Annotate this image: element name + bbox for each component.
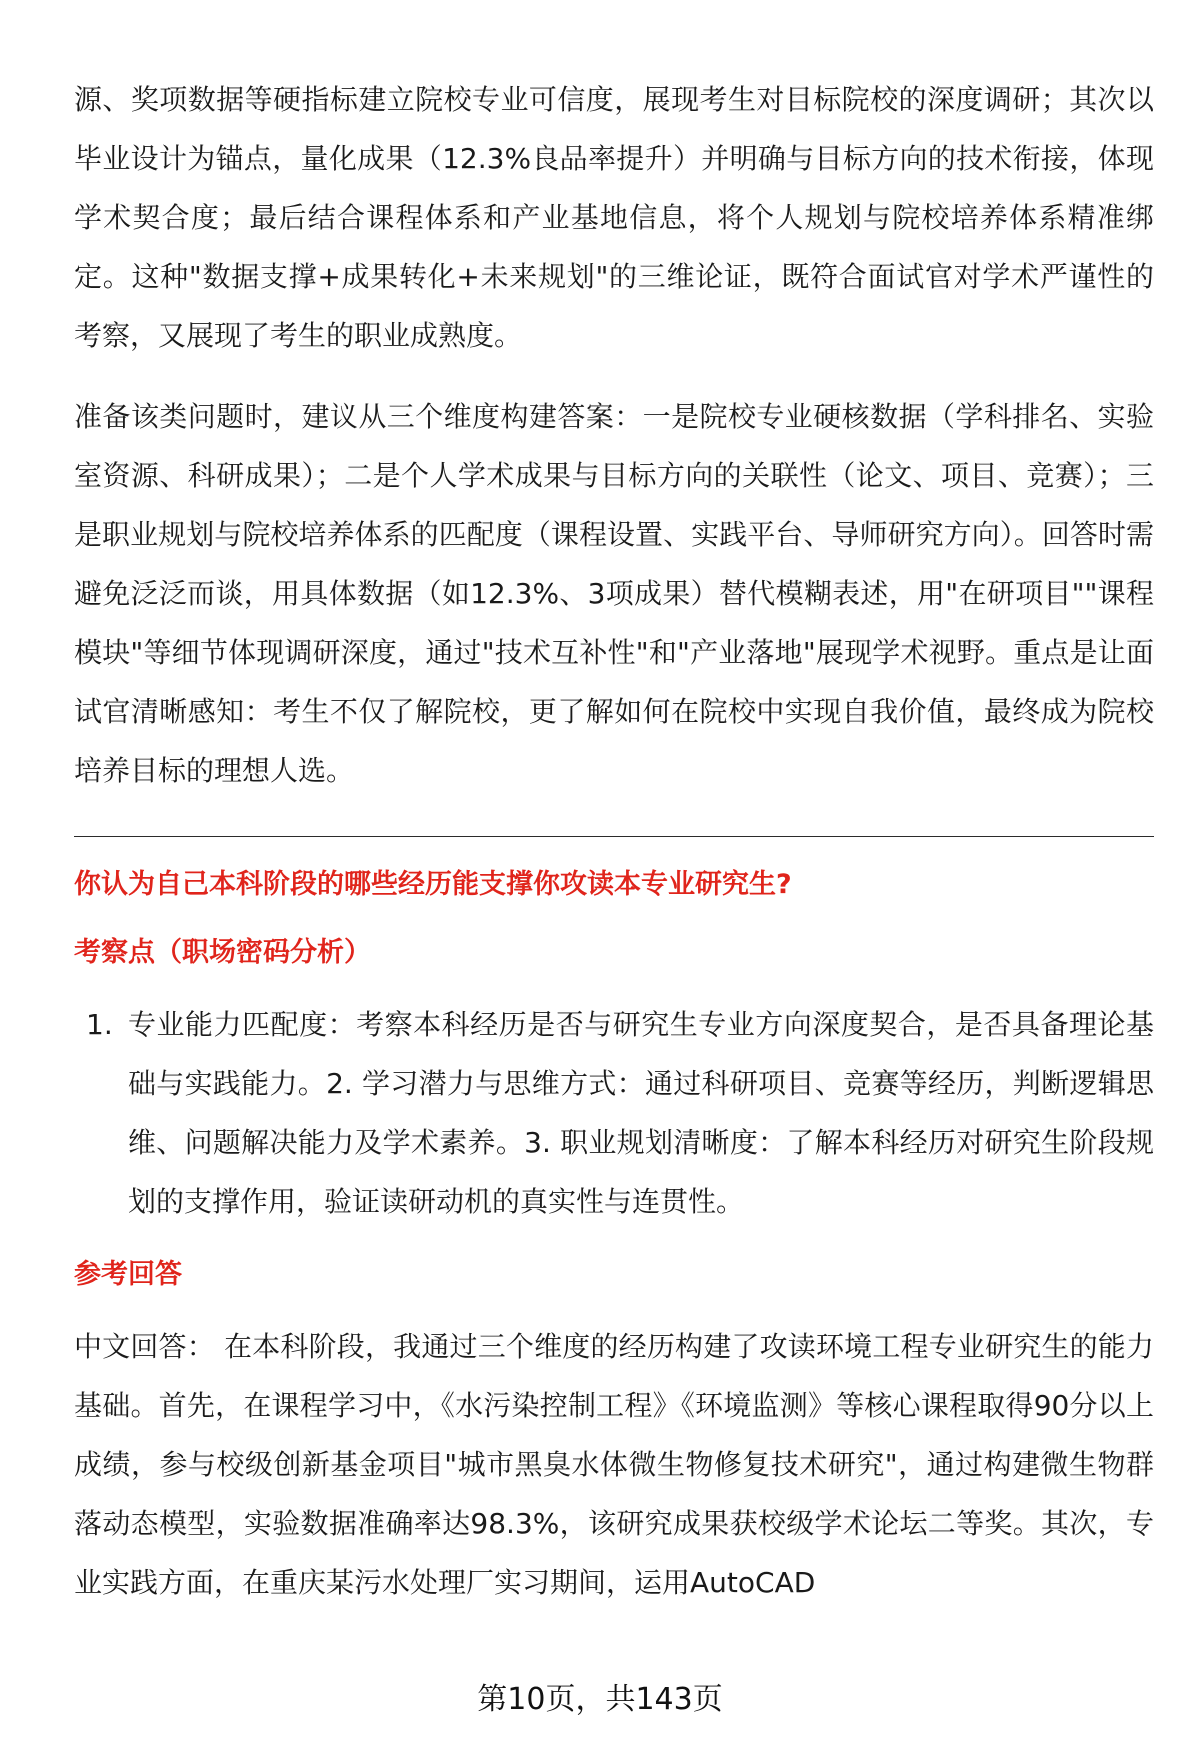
answer-paragraph: 中文回答： 在本科阶段，我通过三个维度的经历构建了攻读环境工程专业研究生的能力基础。首先，在课程学习中，《水污染控制工程》《环境监测》等核心课程取得90分以上成绩，参与校级创新基金项目"城市黑臭水体微生物修复技术研究"，通过构建微生物群落动态模型，实验数据准确率达98.3%，该研究成果获校级学术论坛二等奖。其次，专业实践方面，在重庆某污水处理厂实习期间，运用AutoCAD xyxy=(74,1330,1154,1599)
body-paragraph: 准备该类问题时，建议从三个维度构建答案：一是院校专业硬核数据（学科排名、实验室资源、科研成果）；二是个人学术成果与目标方向的关联性（论文、项目、竞赛）；三是职业规划与院校培养体系的匹配度（课程设置、实践平台、导师研究方向）。回答时需避免泛泛而谈，用具体数据（如12.3%、3项成果）替代模糊表述，用"在研项目""课程模块"等细节体现调研深度，通过"技术互补性"和"产业落地"展现学术视野。重点是让面试官清晰感知：考生不仅了解院校，更了解如何在院校中实现自我价值，最终成为院校培养目标的理想人选。 xyxy=(74,400,1154,787)
list-item xyxy=(74,995,1154,1231)
section-divider xyxy=(74,836,1154,837)
page-number: 第10页，共143页 xyxy=(477,1682,723,1717)
list-item-text: 专业能力匹配度：考察本科经历是否与研究生专业方向深度契合，是否具备理论基础与实践能力。2. 学习潜力与思维方式：通过科研项目、竞赛等经历，判断逻辑思维、问题解决能力及学术素养。3. 职业规划清晰度：了解本科经历对研究生阶段规划的支撑作用，验证读研动机的真实性与连贯性。 xyxy=(128,1008,1154,1218)
question-title: 你认为自己本科阶段的哪些经历能支撑你攻读本专业研究生? xyxy=(74,869,792,900)
analysis-heading: 考察点（职场密码分析） xyxy=(74,937,371,968)
document-page xyxy=(74,70,1154,1612)
analysis-list xyxy=(74,995,1154,1231)
body-paragraph: 源、奖项数据等硬指标建立院校专业可信度，展现考生对目标院校的深度调研；其次以毕业设计为锚点，量化成果（12.3%良品率提升）并明确与目标方向的技术衔接，体现学术契合度；最后结合课程体系和产业基地信息，将个人规划与院校培养体系精准绑定。这种"数据支撑+成果转化+未来规划"的三维论证，既符合面试官对学术严谨性的考察，又展现了考生的职业成熟度。 xyxy=(74,83,1154,352)
answer-heading: 参考回答 xyxy=(74,1259,182,1290)
list-item-number: 1. xyxy=(86,1008,113,1041)
